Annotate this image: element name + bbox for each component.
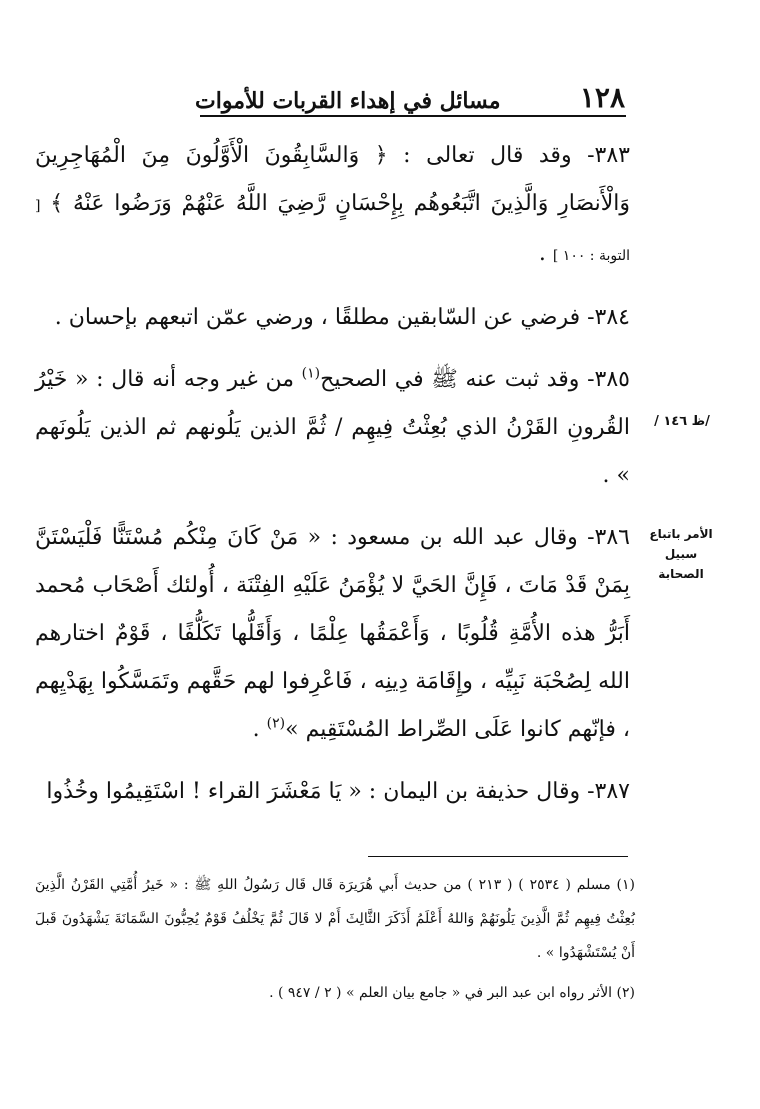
quran-reference: [ التوبة : ١٠٠ ] <box>35 198 630 264</box>
paragraph-387 <box>35 768 630 816</box>
running-title: مسائل في إهداء القربات للأموات <box>195 88 501 114</box>
footnote-number: (١) <box>616 877 636 893</box>
paragraph-386 <box>35 514 630 754</box>
paragraph-384 <box>35 294 630 342</box>
paragraph-text-cont: . <box>252 717 267 742</box>
page-number: ١٢٨ <box>579 81 625 114</box>
footnote-text: مسلم ( ٢٥٣٤ ) ( ٢١٣ ) من حديث أَبي هُرَيرَة قَال قَال رَسُولُ اللهِ ﷺ : « خَيرُ أُمَّتِي القَرْنُ الَّذِينَ بُعِثْتُ فِيهِم ثُمَّ الَّذِينَ يَلُونَهُمْ وَاللهُ أَعْلَمُ أَذَكَرَ الثَّالِثَ أَمْ لا قَالَ ثُمَّ يَخْلُفُ قَوْمٌ يُحِبُّونَ السَّمَانَةَ يَشْهَدُونَ قَبلَ أَنْ يُسْتَشْهَدُوا » . <box>35 877 635 961</box>
paragraph-text: وقد ثبت عنه ﷺ في الصحيح <box>320 367 580 392</box>
paragraph-number: ٣٨٥- <box>587 367 630 392</box>
footnote-text: الأثر رواه ابن عبد البر في « جامع بيان العلم » ( ٢ / ٩٤٧ ) . <box>269 985 613 1001</box>
header-rule <box>200 115 626 117</box>
topic-margin-note: الأمر باتباع سبيل الصحابة <box>649 527 713 581</box>
paragraph-number: ٣٨٧- <box>587 779 630 804</box>
paragraph-383 <box>35 132 630 280</box>
footnote-2 <box>35 976 635 1010</box>
paragraph-text-cont: من غير وجه أنه قال : « خَيْرُ القُرونِ القَرْنُ الذي بُعِثْتُ فِيهِم / ثُمَّ الذين يَلُونهم ثم الذين يَلُونَهم » . <box>35 367 630 488</box>
paragraph-text: وقال عبد الله بن مسعود : « مَنْ كَانَ مِنْكُم مُسْتَنًّا فَلْيَسْتَنَّ بِمَنْ قَدْ مَاتَ ، فَإِنَّ الحَيَّ لا يُؤْمَنُ عَلَيْهِ الفِتْنَة ، أُولئك أَصْحَاب مُحمد أَبَرُّ هذه الأُمَّةِ قُلُوبًا ، وَأَعْمَقُها عِلْمًا ، وَأَقَلُّها تَكَلُّفًا ، قَوْمٌ اختارهم الله لِصُحْبَة نَبِيِّه ، وإِقَامَة دِينِه ، فَاعْرِفوا لهم حَقَّهم وتَمَسَّكُوا بِهَدْيِهم ، فإنّهم كانوا عَلَى الصِّراط المُسْتَقِيم » <box>35 525 630 742</box>
manuscript-folio-note: /ظ ١٤٦ / <box>654 414 710 429</box>
footnotes <box>35 868 635 1010</box>
paragraph-text: وقد قال تعالى : ﴿ وَالسَّابِقُونَ الْأَوَّلُونَ مِنَ الْمُهَاجِرِينَ وَالْأَنصَارِ وَالَّذِينَ اتَّبَعُوهُم بِإِحْسَانٍ رَّضِيَ اللَّهُ عَنْهُمْ وَرَضُوا عَنْهُ ﴾ <box>35 143 630 216</box>
paragraph-text: فرضي عن السّابقين مطلقًا ، ورضي عمّن اتبعهم بإحسان . <box>54 305 581 330</box>
page-header <box>195 70 625 114</box>
paragraph-end: . <box>538 241 553 266</box>
paragraph-number: ٣٨٦- <box>587 525 630 550</box>
paragraph-385 <box>35 356 630 500</box>
footnote-marker[interactable]: (١) <box>301 365 321 382</box>
footnote-1 <box>35 868 635 970</box>
paragraph-text: وقال حذيفة بن اليمان : « يَا مَعْشَرَ القراء ! اسْتَقِيمُوا وخُذُوا <box>46 779 581 804</box>
paragraph-number: ٣٨٤- <box>587 305 630 330</box>
footnote-marker[interactable]: (٢) <box>266 715 286 732</box>
main-text <box>35 132 630 816</box>
paragraph-number: ٣٨٣- <box>587 143 630 168</box>
footnote-separator <box>368 856 628 857</box>
footnote-number: (٢) <box>616 985 635 1001</box>
